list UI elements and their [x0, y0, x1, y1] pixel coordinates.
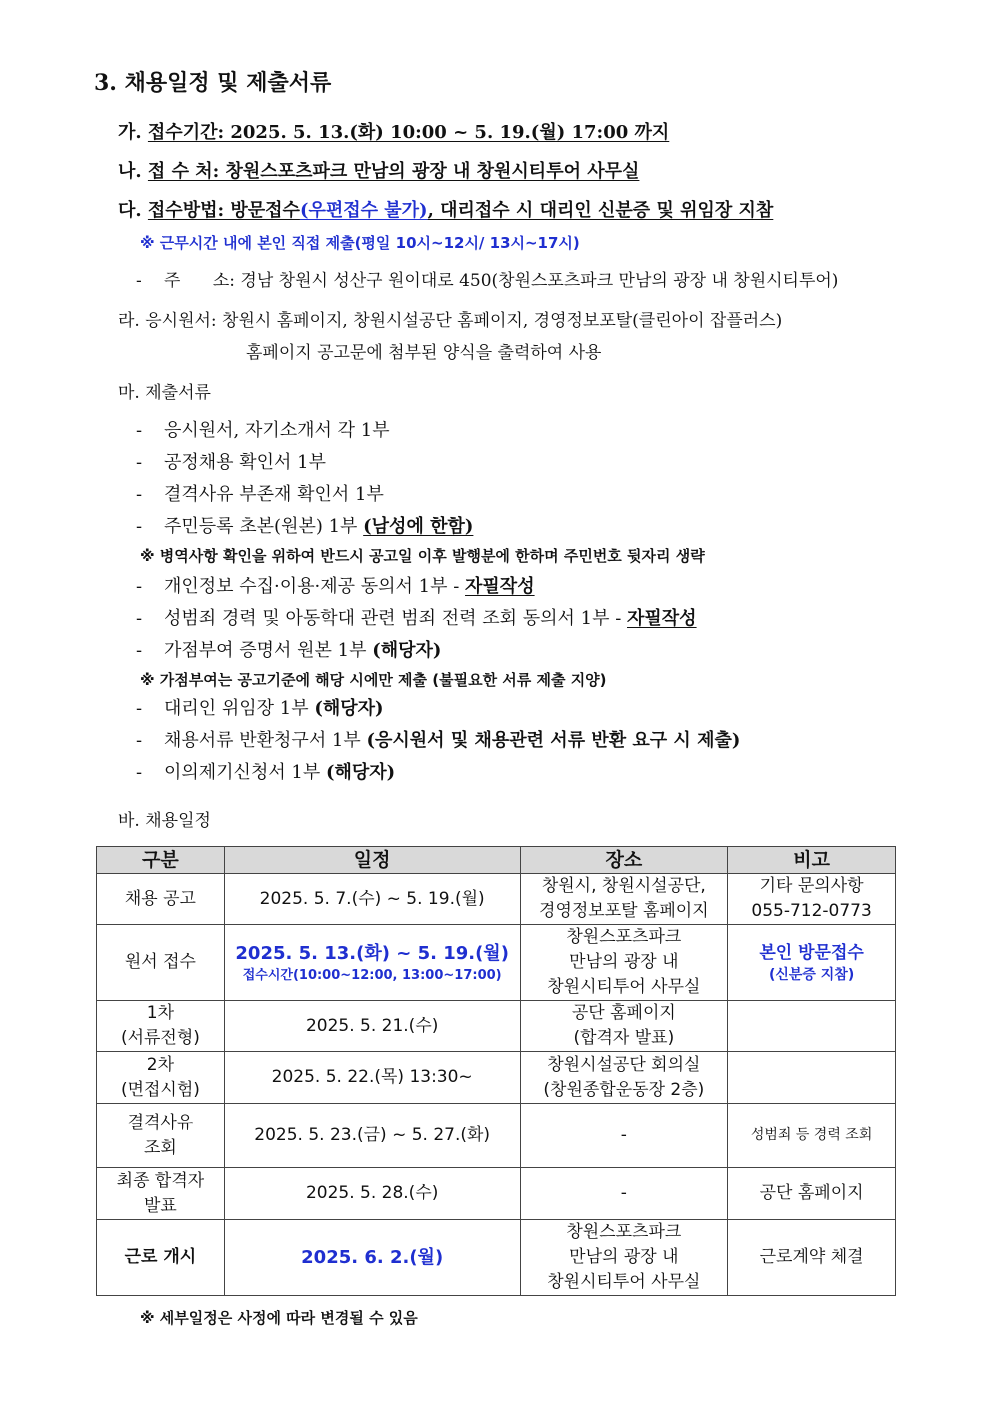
- col-header: 일정: [224, 847, 520, 874]
- doc-item: [136, 636, 441, 662]
- table-row: [97, 1220, 896, 1296]
- cell: [224, 925, 520, 1001]
- doc-text: 응시원서, 자기소개서 각 1부: [164, 420, 390, 441]
- table-header-row: [97, 847, 896, 874]
- cell-line: 창원시, 창원시설공단,: [541, 876, 706, 896]
- col-header: 구분: [97, 847, 225, 874]
- doc-extra: (해당자): [372, 640, 442, 661]
- doc-item: [136, 416, 390, 442]
- schedule-table: [96, 846, 896, 1296]
- item-na: [118, 157, 639, 183]
- cell: 2025. 5. 22.(목) 13:30~: [224, 1052, 520, 1104]
- cell-line: 최종 합격자: [116, 1170, 205, 1191]
- doc-text: 주민등록 초본(원본) 1부: [164, 516, 364, 537]
- doc-item: [136, 448, 326, 474]
- cell: 근로 개시: [97, 1220, 225, 1296]
- doc-extra: (해당자): [326, 762, 396, 783]
- cell-line: 창원스포츠파크: [566, 1222, 682, 1242]
- doc-item: [136, 694, 384, 720]
- item-ra-line2: 홈페이지 공고문에 첨부된 양식을 출력하여 사용: [246, 343, 602, 363]
- docs-note2: ※ 가점부여는 공고기준에 해당 시에만 제출 (불필요한 서류 제출 지양): [140, 671, 607, 689]
- cell-line: 본인 방문접수: [759, 942, 864, 963]
- item-ba-title: 바. 채용일정: [118, 811, 211, 831]
- doc-text: 성범죄 경력 및 아동학대 관련 범죄 전력 조회 동의서 1부 -: [164, 608, 628, 629]
- dash: -: [136, 698, 143, 719]
- doc-item: [136, 512, 473, 538]
- address-text: 경남 창원시 성산구 원이대로 450(창원스포츠파크 만남의 광장 내 창원시티투어): [240, 271, 839, 291]
- doc-item: [136, 726, 740, 752]
- address-line: [136, 266, 838, 291]
- cell-line: 055-712-0773: [751, 901, 872, 921]
- doc-text: 대리인 위임장 1부: [164, 698, 315, 719]
- doc-item: [136, 480, 384, 506]
- doc-item: [136, 758, 395, 784]
- cell-line: 만남의 광장 내: [569, 952, 679, 972]
- cell-line: 기타 문의사항: [759, 876, 864, 896]
- cell: [728, 925, 896, 1001]
- address-label: 주 소:: [164, 271, 235, 291]
- dash: -: [136, 516, 143, 537]
- doc-item: [136, 604, 697, 630]
- table-row: [97, 874, 896, 925]
- cell-line: 발표: [143, 1195, 177, 1216]
- cell-line: 창원시설공단 회의실: [547, 1054, 701, 1075]
- cell: [97, 1104, 225, 1168]
- item-da-label: 접수방법: 방문접수: [147, 200, 300, 221]
- section-heading: 3. 채용일정 및 제출서류: [94, 70, 332, 96]
- dash: -: [136, 484, 143, 505]
- cell-line: (창원종합운동장 2층): [543, 1079, 705, 1100]
- doc-text: 채용서류 반환청구서 1부: [164, 730, 367, 751]
- doc-extra: 자필작성: [465, 576, 535, 597]
- doc-text: 결격사유 부존재 확인서 1부: [164, 484, 384, 505]
- cell: 2025. 5. 23.(금) ~ 5. 27.(화): [224, 1104, 520, 1168]
- cell-line: 창원시티투어 사무실: [547, 1272, 701, 1292]
- cell-line: 조회: [143, 1137, 177, 1158]
- doc-text: 개인정보 수집·이용·제공 동의서 1부 -: [164, 576, 466, 597]
- cell-line: 접수시간(10:00~12:00, 13:00~17:00): [242, 967, 502, 983]
- item-ma-title: 마. 제출서류: [118, 383, 211, 403]
- cell: [520, 1001, 728, 1052]
- table-row: [97, 1052, 896, 1104]
- table-row: [97, 1001, 896, 1052]
- cell-line: (합격자 발표): [573, 1028, 675, 1048]
- cell-line: 창원스포츠파크: [566, 927, 682, 947]
- cell: 원서 접수: [97, 925, 225, 1001]
- cell: [728, 1052, 896, 1104]
- doc-extra: 자필작성: [627, 608, 697, 629]
- docs-note1: ※ 병역사항 확인을 위하여 반드시 공고일 이후 발행분에 한하며 주민번호 뒷자리 생략: [140, 547, 705, 565]
- doc-text: 이의제기신청서 1부: [164, 762, 326, 783]
- dash: -: [136, 608, 143, 629]
- cell: 2025. 6. 2.(월): [224, 1220, 520, 1296]
- dash: -: [136, 420, 143, 441]
- cell: [520, 1220, 728, 1296]
- dash: -: [136, 730, 143, 751]
- cell-line: (신분증 지참): [768, 966, 855, 983]
- cell-line: 경영정보포탈 홈페이지: [539, 901, 709, 921]
- cell-line: 2025. 5. 13.(화) ~ 5. 19.(월): [235, 942, 509, 964]
- item-ga: [118, 118, 669, 144]
- item-ra-line1: 라. 응시원서: 창원시 홈페이지, 창원시설공단 홈페이지, 경영정보포탈(클린아이 잡플러스): [118, 311, 783, 331]
- doc-extra: (남성에 한함): [363, 516, 474, 537]
- item-da-blue: (우편접수 불가): [299, 200, 428, 221]
- doc-item: [136, 572, 535, 598]
- cell-line: 1차: [146, 1003, 175, 1023]
- cell-line: 결격사유: [127, 1112, 194, 1133]
- cell: -: [520, 1168, 728, 1220]
- cell-line: 만남의 광장 내: [569, 1247, 679, 1267]
- dash: -: [136, 271, 142, 291]
- dash: -: [136, 576, 143, 597]
- item-da-prefix: 다.: [118, 200, 148, 221]
- cell: 채용 공고: [97, 874, 225, 925]
- cell-line: 공단 홈페이지: [571, 1003, 676, 1023]
- cell: -: [520, 1104, 728, 1168]
- cell: 공단 홈페이지: [728, 1168, 896, 1220]
- dash: -: [136, 762, 143, 783]
- cell-line: (면접시험): [120, 1079, 200, 1100]
- footnote: ※ 세부일정은 사정에 따라 변경될 수 있음: [140, 1309, 418, 1327]
- cell-line: 2차: [146, 1054, 175, 1075]
- doc-text: 가점부여 증명서 원본 1부: [164, 640, 373, 661]
- cell: 2025. 5. 28.(수): [224, 1168, 520, 1220]
- col-header: 비고: [728, 847, 896, 874]
- cell: [97, 1168, 225, 1220]
- doc-extra: (응시원서 및 채용관련 서류 반환 요구 시 제출): [366, 730, 741, 751]
- table-row: [97, 1104, 896, 1168]
- item-da: [118, 196, 773, 222]
- cell: 2025. 5. 7.(수) ~ 5. 19.(월): [224, 874, 520, 925]
- cell: 근로계약 체결: [728, 1220, 896, 1296]
- cell: [520, 1052, 728, 1104]
- table-row: [97, 1168, 896, 1220]
- item-ga-text: 접수기간: 2025. 5. 13.(화) 10:00 ~ 5. 19.(월) 17:00 까지: [147, 122, 670, 143]
- cell: [97, 1052, 225, 1104]
- cell-line: (서류전형): [120, 1028, 200, 1048]
- dash: -: [136, 452, 143, 473]
- doc-text: 공정채용 확인서 1부: [164, 452, 326, 473]
- cell: [97, 1001, 225, 1052]
- cell: 2025. 5. 21.(수): [224, 1001, 520, 1052]
- cell: [520, 874, 728, 925]
- cell: 성범죄 등 경력 조회: [728, 1104, 896, 1168]
- cell: [728, 1001, 896, 1052]
- cell: [728, 874, 896, 925]
- item-na-text: 접 수 처: 창원스포츠파크 만남의 광장 내 창원시티투어 사무실: [147, 161, 640, 182]
- cell: [520, 925, 728, 1001]
- table-row: [97, 925, 896, 1001]
- item-da-rest: , 대리접수 시 대리인 신분증 및 위임장 지참: [427, 200, 774, 221]
- item-ga-prefix: 가.: [118, 122, 148, 143]
- col-header: 장소: [520, 847, 728, 874]
- dash: -: [136, 640, 143, 661]
- item-na-prefix: 나.: [118, 161, 148, 182]
- cell-line: 창원시티투어 사무실: [547, 977, 701, 997]
- da-note: ※ 근무시간 내에 본인 직접 제출(평일 10시~12시/ 13시~17시): [140, 234, 580, 252]
- doc-extra: (해당자): [314, 698, 384, 719]
